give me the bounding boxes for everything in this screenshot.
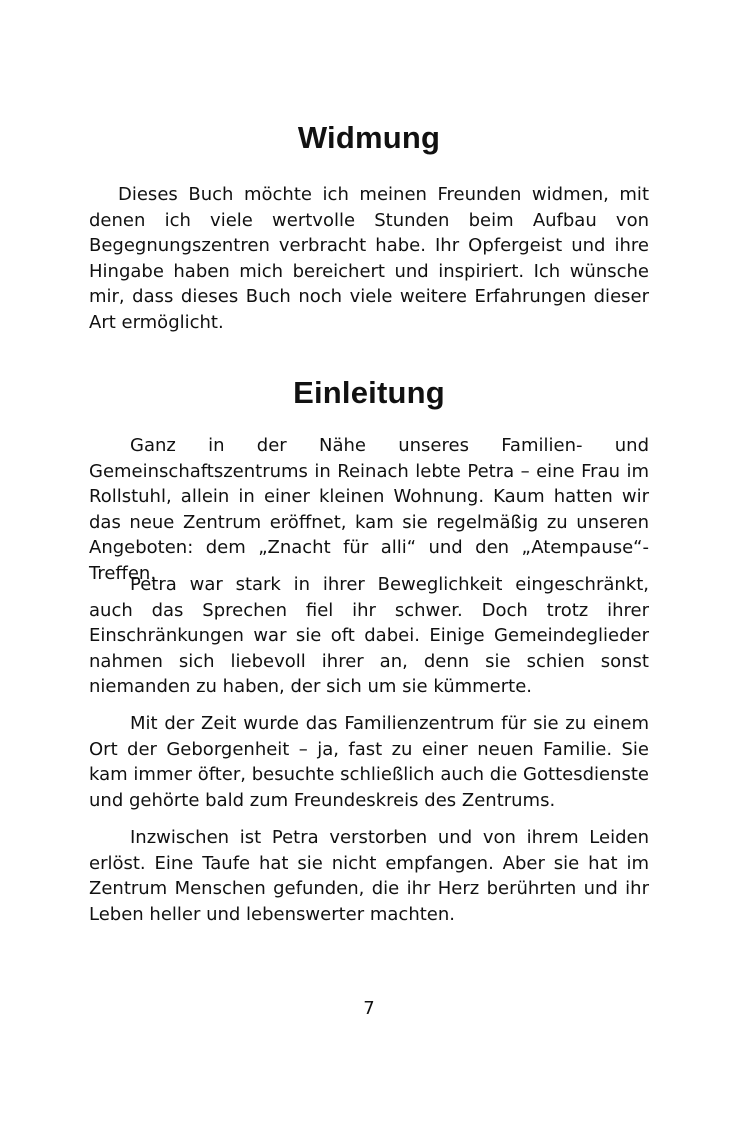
page-number: 7	[363, 998, 375, 1019]
intro-paragraph-3: Mit der Zeit wurde das Familienzentrum für sie zu einem Ort der Geborgenheit – ja, fast zu einer neuen Familie. Sie kam immer öfter, besuchte schließlich auch die Gottesdienste und gehörte bald zum Freundeskreis des Zentrums.	[89, 713, 649, 811]
section-title-widmung: Widmung	[297, 120, 441, 155]
section-title-einleitung: Einleitung	[293, 375, 445, 410]
dedication-paragraph: Dieses Buch möchte ich meinen Freunden widmen, mit denen ich viele wertvolle Stunden beim Aufbau von Begegnungszentren verbracht habe. Ihr Opfergeist und ihre Hingabe haben mich bereichert und inspiriert. Ich wünsche mir, dass dieses Buch noch viele weitere Erfahrungen dieser Art ermöglicht.	[89, 184, 649, 333]
intro-paragraph-1: Ganz in der Nähe unseres Familien- und Gemeinschaftszentrums in Reinach lebte Petra – eine Frau im Rollstuhl, allein in einer kleinen Wohnung. Kaum hatten wir das neue Zentrum eröffnet, kam sie regelmäßig zu unseren Angeboten: dem „Znacht für alli“ und den „Atempause“-Treffen.	[89, 435, 649, 584]
intro-paragraph-4: Inzwischen ist Petra verstorben und von ihrem Leiden erlöst. Eine Taufe hat sie nicht empfangen. Aber sie hat im Zentrum Menschen gefunden, die ihr Herz berührten und ihr Leben heller und lebenswerter machten.	[89, 827, 649, 925]
intro-paragraph-2: Petra war stark in ihrer Beweglichkeit eingeschränkt, auch das Sprechen fiel ihr schwer. Doch trotz ihrer Einschränkungen war sie oft dabei. Einige Gemeindeglieder nahmen sich liebevoll ihrer an, denn sie schien sonst niemanden zu haben, der sich um sie kümmerte.	[89, 574, 649, 698]
